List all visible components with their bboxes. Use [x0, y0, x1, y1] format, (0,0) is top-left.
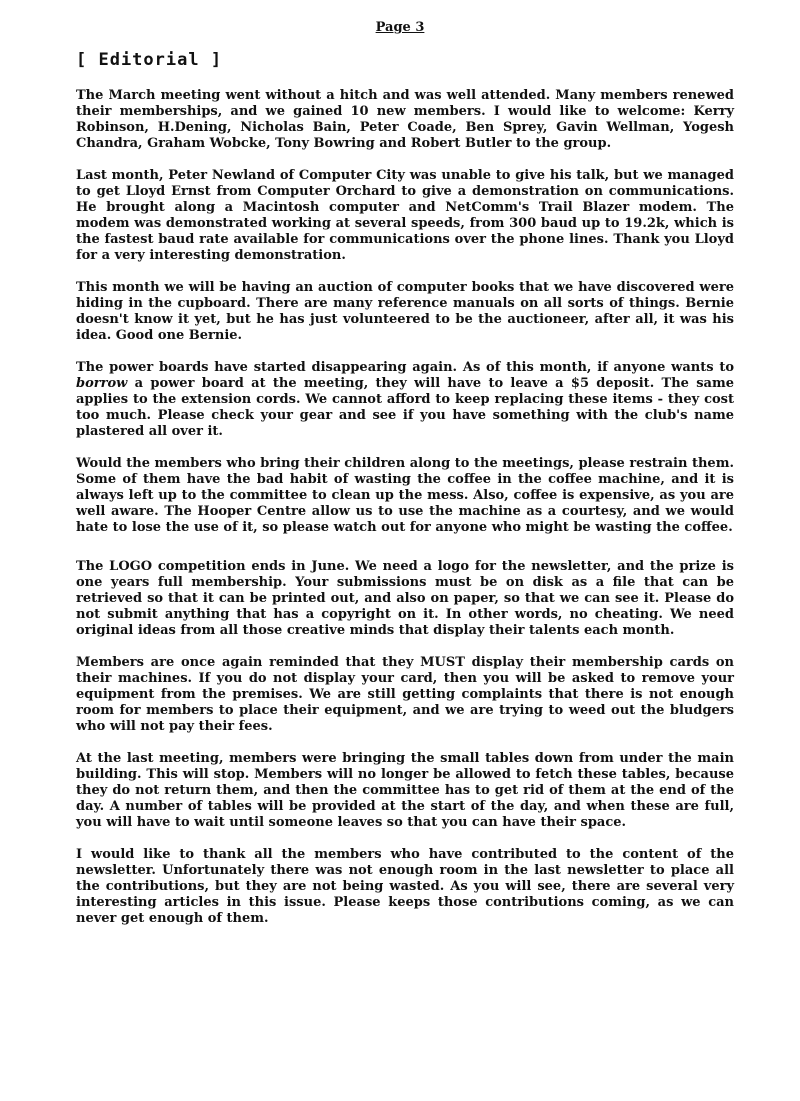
- paragraph-tables: At the last meeting, members were bringing the small tables down from under the main building. This will stop. Members will no longer be allowed to fetch these tables, because they do not return them, and then the committee has to get rid of them at the end of the day. A number of tables will be provided at the start of the day, and when these are full, you will have to wait until someone leaves so that you can have their space.: [76, 751, 734, 830]
- paragraph-membership-cards: Members are once again reminded that they MUST display their membership cards on their machines. If you do not display your card, then you will be asked to remove your equipment from the premises. We are still getting complaints that there is not enough room for members to place their equipment, and we are trying to weed out the bludgers who will not pay their fees.: [76, 655, 734, 734]
- paragraph-thanks: I would like to thank all the members who have contributed to the content of the newsletter. Unfortunately there was not enough room in the last newsletter to place all the contributions, but they are not being wasted. As you will see, there are several very interesting articles in this issue. Please keeps those contributions coming, as we can never get enough of them.: [76, 847, 734, 926]
- paragraph-children: Would the members who bring their children along to the meetings, please restrain them. Some of them have the bad habit of wasting the coffee in the coffee machine, and it is always left up to the committee to clean up the mess. Also, coffee is expensive, as you are well aware. The Hooper Centre allow us to use the machine as a courtesy, and we would hate to lose the use of it, so please watch out for anyone who might be wasting the coffee.: [76, 456, 734, 535]
- paragraph-last-month: Last month, Peter Newland of Computer City was unable to give his talk, but we managed to get Lloyd Ernst from Computer Orchard to give a demonstration on communications. He brought along a Macintosh computer and NetComm's Trail Blazer modem. The modem was demonstrated working at several speeds, from 300 baud up to 19.2k, which is the fastest baud rate available for communications over the phone lines. Thank you Lloyd for a very interesting demonstration.: [76, 168, 734, 263]
- paragraph-power-boards-emphasis: borrow: [76, 376, 128, 391]
- paragraph-logo-competition: The LOGO competition ends in June. We need a logo for the newsletter, and the prize is one years full membership. Your submissions must be on disk as a file that can be retrieved so that it can be printed out, and also on paper, so that we can see it. Please do not submit anything that has a copyright on it. In other words, no cheating. We need original ideas from all those creative minds that display their talents each month.: [76, 559, 734, 638]
- paragraph-march-meeting: The March meeting went without a hitch and was well attended. Many members renewed their memberships, and we gained 10 new members. I would like to welcome: Kerry Robinson, H.Dening, Nicholas Bain, Peter Coade, Ben Sprey, Gavin Wellman, Yogesh Chandra, Graham Wobcke, Tony Bowring and Robert Butler to the group.: [76, 88, 734, 151]
- paragraph-power-boards-part-a: The power boards have started disappearing again. As of this month, if anyone wants to: [76, 360, 734, 375]
- page-number: [0, 20, 800, 35]
- paragraph-power-boards: [76, 360, 734, 440]
- section-heading: [ Editorial ]: [76, 50, 223, 70]
- page-number-label: Page 3: [375, 20, 425, 35]
- paragraph-power-boards-part-b: a power board at the meeting, they will have to leave a $5 deposit. The same applies to the extension cords. We cannot afford to keep replacing these items - they cost too much. Please check your gear and see if you have something with the club's name plastered all over it.: [76, 376, 734, 439]
- paragraph-auction: This month we will be having an auction of computer books that we have discovered were hiding in the cupboard. There are many reference manuals on all sorts of things. Bernie doesn't know it yet, but he has just volunteered to be the auctioneer, after all, it was his idea. Good one Bernie.: [76, 280, 734, 343]
- editorial-body: [76, 88, 734, 943]
